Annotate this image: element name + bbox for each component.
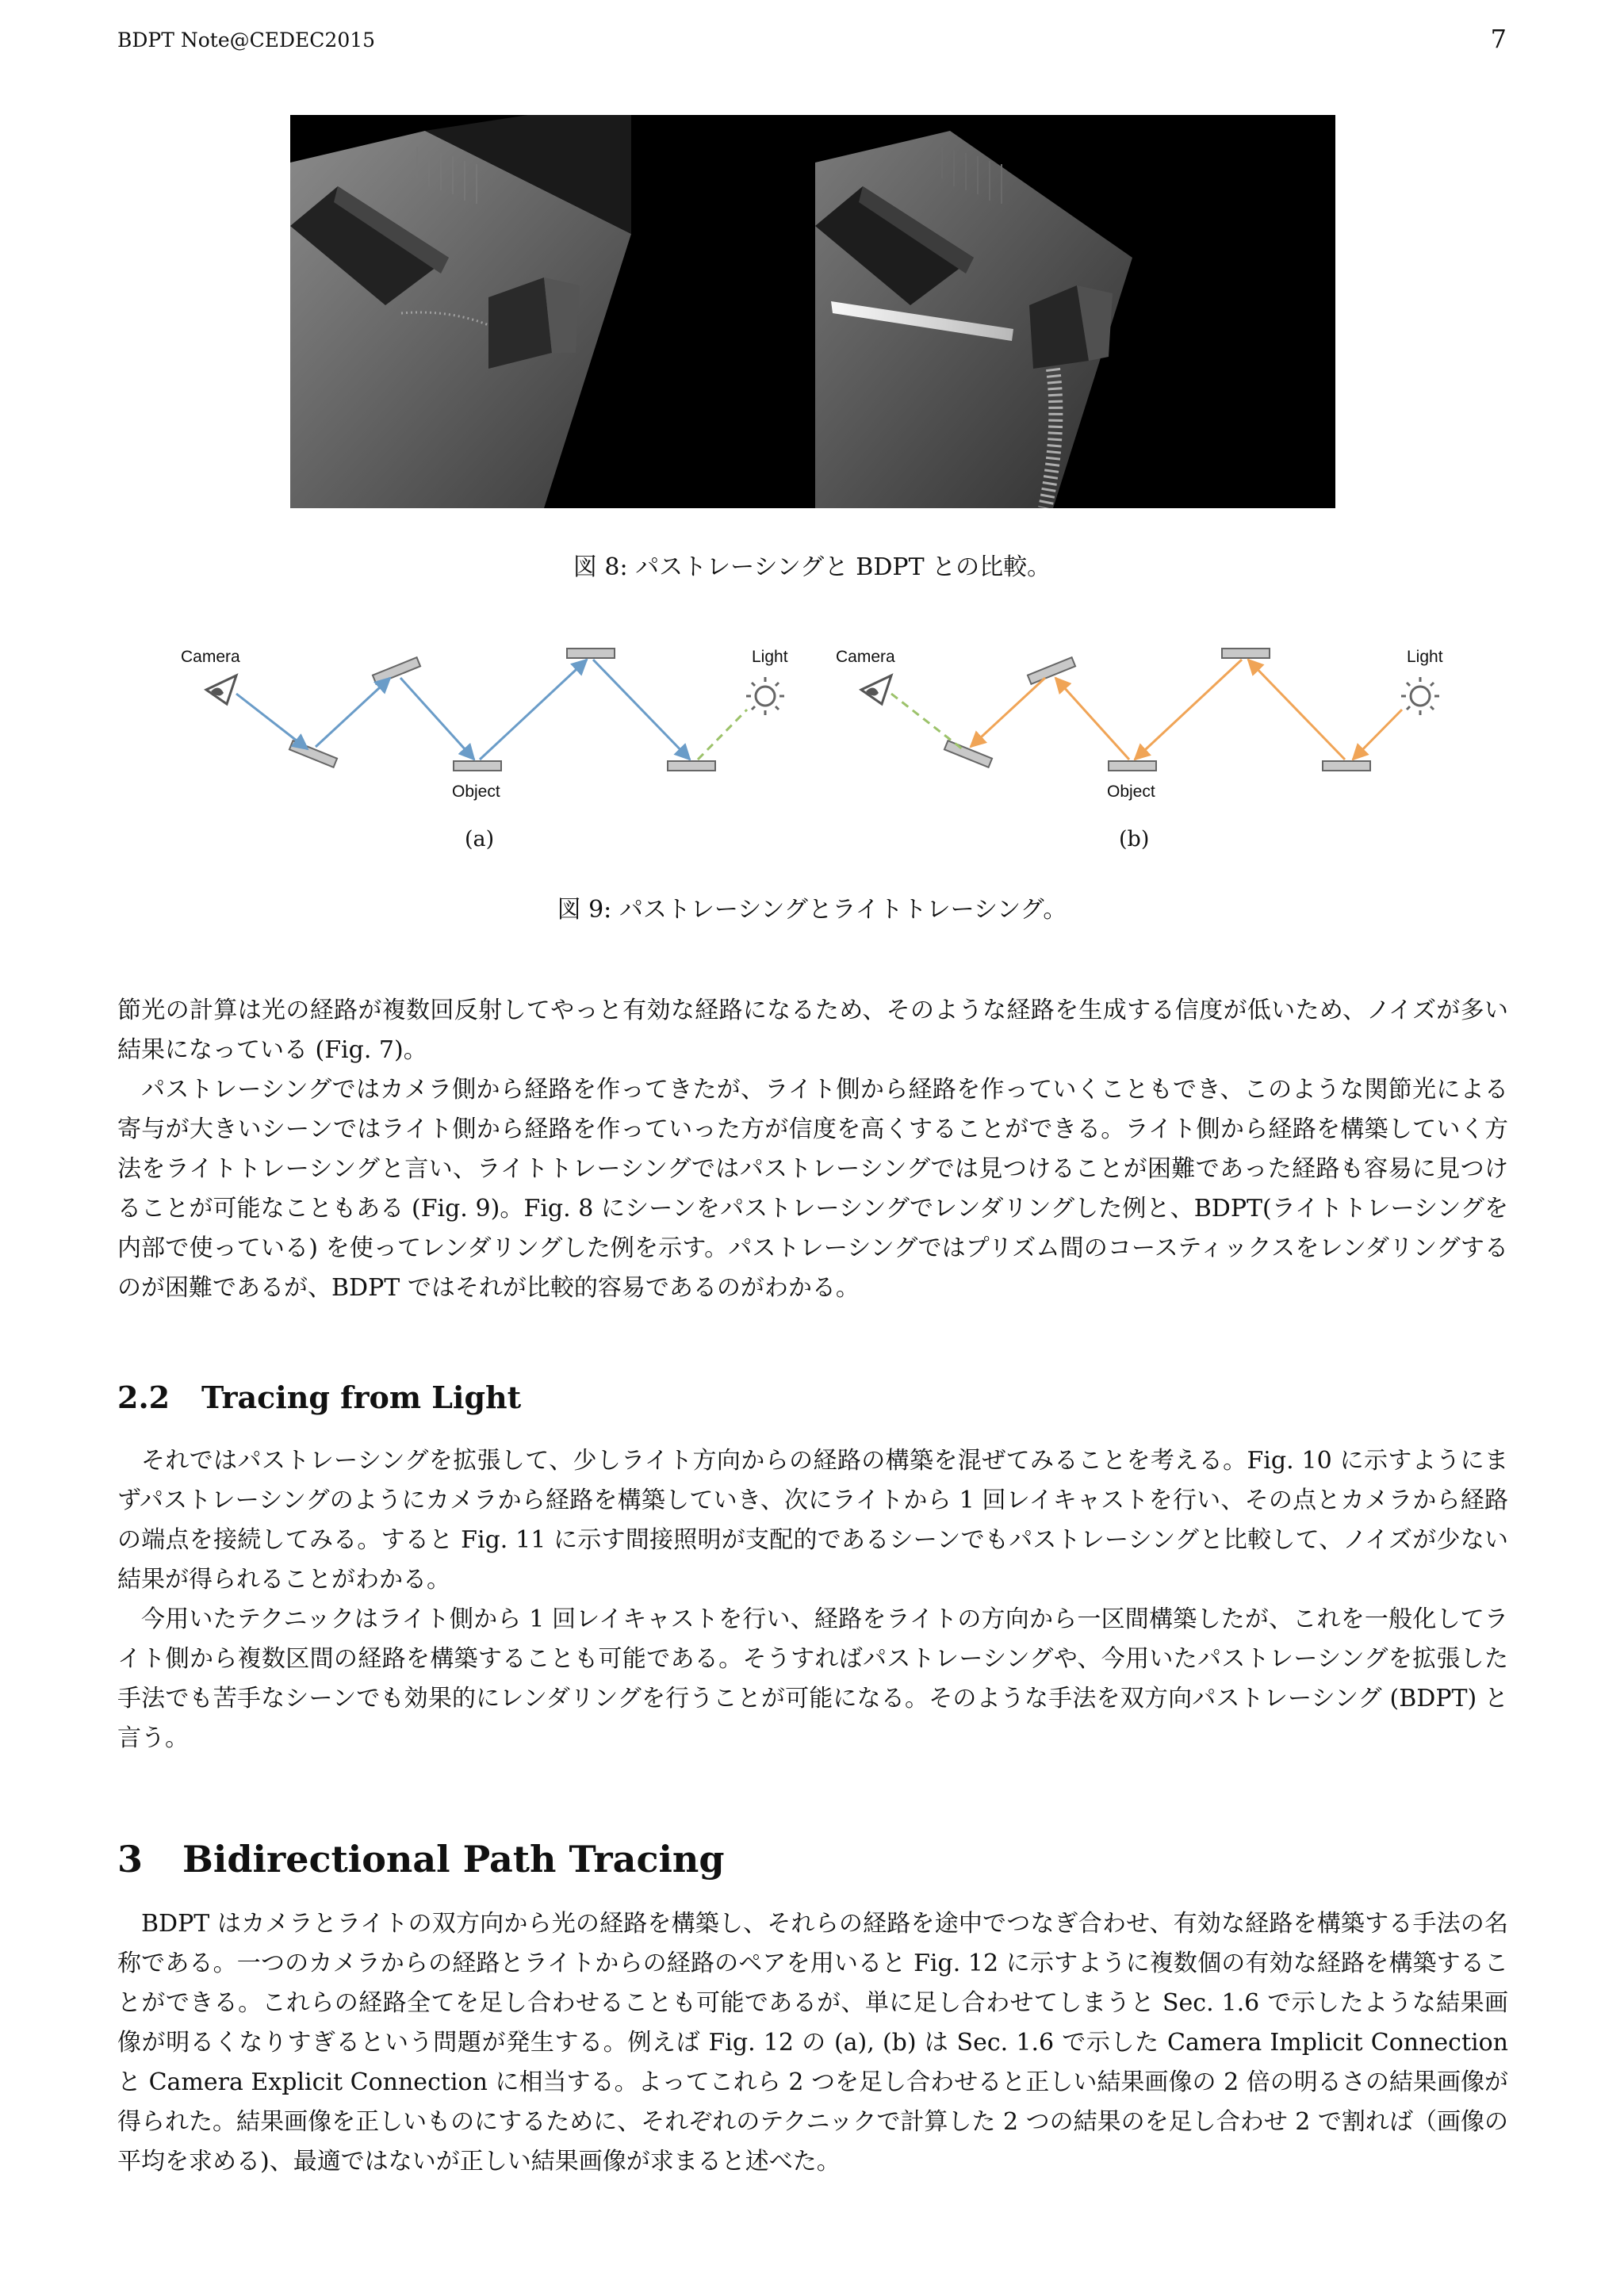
section-heading-2-2 [117,1380,521,1415]
section-number: 3 [117,1838,144,1881]
section-title: Tracing from Light [201,1380,522,1415]
paragraph: パストレーシングではカメラ側から経路を作ってきたが、ライト側から経路を作っていくこともでき、このような関節光による寄与が大きいシーンではライト側から経路を作っていった方が信度を高くすることができる。ライト側から経路を構築していく方法をライトトレーシングと言い、ライトトレーシングではパストレーシングでは見つけることが困難であった経路も容易に見つけることが可能なこともある (Fig. 9)。Fig. 8 にシーンをパストレーシングでレンダリングした例と、BDPT(ライトトレーシングを内部で使っている) を使ってレンダリングした例を示す。パストレーシングではプリズム間のコースティックスをレンダリングするのが困難であるが、BDPT ではそれが比較的容易であるのがわかる。 [117,1076,1508,1302]
sun-icon [1401,677,1439,715]
figure-9-caption: 図 9: パストレーシングとライトトレーシング。 [557,896,1067,924]
object-label-a: Object [452,783,500,801]
figure-9-diagram [174,634,1459,864]
figure-8-image [290,115,1335,508]
diagram-b [836,648,1443,801]
camera-label-b: Camera [836,648,895,666]
camera-icon [861,675,891,704]
camera-label-a: Camera [181,648,240,666]
paragraph: BDPT はカメラとライトの双方向から光の経路を構築し、それらの経路を途中でつなぎ合わせ、有効な経路を構築する手法の名称である。一つのカメラからの経路とライトからの経路のペアを用いると Fig. 12 に示すように複数個の有効な経路を構築することができる。これらの経路全てを足し合わせることも可能であるが、単に足し合わせてしまうと Sec. 1.6 で示したような結果画像が明るくなりすぎるという問題が発生する。例えば Fig. 12 の (a), (b) は Sec. 1.6 で示した Camera Implicit Connection と Camera Explicit Connection に相当する。よってこれら 2 つを足し合わせると正しい結果画像の 2 倍の明るさの結果画像が得られた。結果画像を正しいものにするために、それぞれのテクニックで計算した 2 つの結果のを足し合わせ 2 で割れば（画像の平均を求める)、最適ではないが正しい結果画像が求まると述べた。 [117,1910,1508,2175]
paragraph: それではパストレーシングを拡張して、少しライト方向からの経路の構築を混ぜてみることを考える。Fig. 10 に示すようにまずパストレーシングのようにカメラから経路を構築していき、次にライトから 1 回レイキャストを行い、その点とカメラから経路の端点を接続してみる。すると Fig. 11 に示す間接照明が支配的であるシーンでもパストレーシングと比較して、ノイズが少ない結果が得られることがわかる。 [117,1447,1508,1594]
section-title: Bidirectional Path Tracing [182,1838,725,1881]
figure-9b-label: (b) [1119,827,1150,851]
paragraph: 今用いたテクニックはライト側から 1 回レイキャストを行い、経路をライトの方向から一区間構築したが、これを一般化してライト側から複数区間の経路を構築することも可能である。そうすればパストレーシングや、今用いたパストレーシングを拡張した手法でも苦手なシーンでも効果的にレンダリングを行うことが可能になる。そのような手法を双方向パストレーシング (BDPT) と言う。 [117,1605,1508,1752]
running-header: BDPT Note@CEDEC2015 [117,29,376,52]
path-tracing-render [290,115,810,508]
diagram-a [181,648,788,801]
figure-8-caption: 図 8: パストレーシングと BDPT との比較。 [573,553,1051,581]
sun-icon [746,677,784,715]
figure-9a-label: (a) [465,827,495,851]
light-connection-a [698,710,747,760]
section-heading-3 [117,1838,725,1881]
bdpt-render [815,115,1335,508]
camera-connection-b [891,694,963,749]
paragraph: 節光の計算は光の経路が複数回反射してやっと有効な経路になるため、そのような経路を生成する信度が低いため、ノイズが多い結果になっている (Fig. 7)。 [117,997,1508,1064]
camera-icon [206,675,236,704]
reflector-surfaces-b [944,649,1370,771]
section-number: 2.2 [117,1380,170,1415]
light-label-a: Light [752,648,788,666]
reflector-surfaces-a [289,649,715,771]
object-label-b: Object [1107,783,1155,801]
page-number: 7 [1490,24,1507,54]
light-label-b: Light [1407,648,1443,666]
